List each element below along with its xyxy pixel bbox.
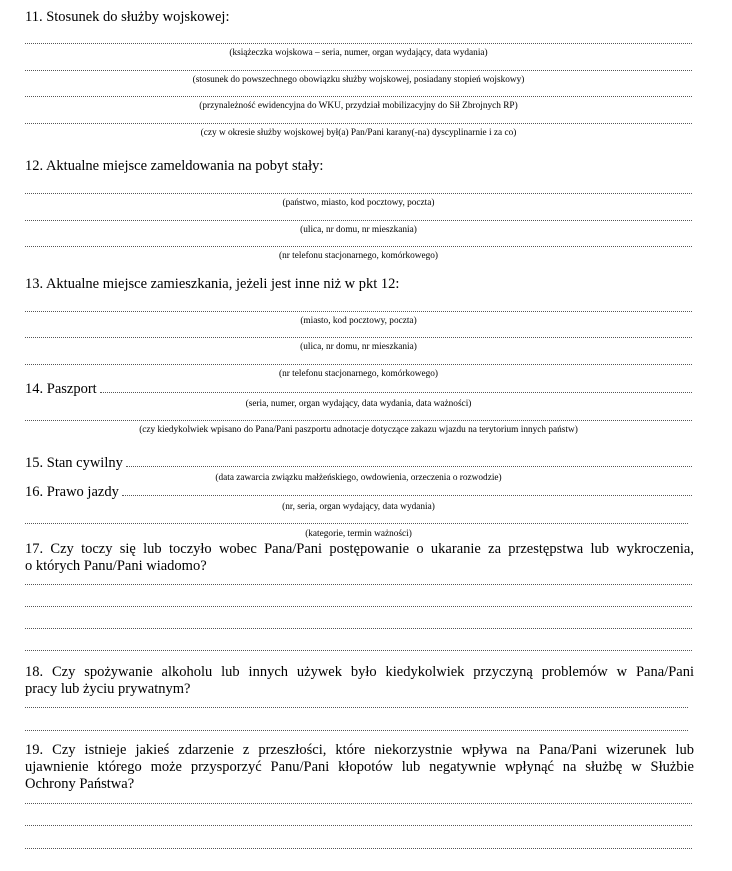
q17-line-2: o których Panu/Pani wiadomo?: [25, 558, 207, 574]
q18-answer-line-1[interactable]: [25, 707, 688, 708]
q19-line-1: 19. Czy istnieje jakieś zdarzenie z przeszłości, które niekorzystnie wpływa na Pana/Pani wizerunek lub: [25, 742, 694, 758]
q16-title: 16. Prawo jazdy: [25, 484, 119, 500]
q19-question: [25, 742, 694, 793]
q14-field-1[interactable]: [100, 382, 692, 393]
q19-line-2: ujawnienie którego może przysporzyć Panu/Pani kłopotów lub negatywnie wpłynąć na służbę w Służbie: [25, 759, 694, 775]
q12-caption-2: (ulica, nr domu, nr mieszkania): [300, 225, 417, 235]
q17-question: [25, 541, 694, 575]
q11-field-4[interactable]: [25, 123, 692, 124]
q13-caption-2: (ulica, nr domu, nr mieszkania): [300, 342, 417, 352]
q13-field-3[interactable]: [25, 364, 692, 365]
q11-field-3[interactable]: [25, 96, 692, 97]
q12-field-2[interactable]: [25, 220, 692, 221]
q17-answer-line-1[interactable]: [25, 584, 692, 585]
q13-field-2[interactable]: [25, 337, 692, 338]
q11-caption-3: (przynależność ewidencyjna do WKU, przydział mobilizacyjny do Sił Zbrojnych RP): [199, 101, 518, 111]
q18-answer-line-2[interactable]: [25, 730, 688, 731]
q17-answer-line-2[interactable]: [25, 606, 692, 607]
q14-title: 14. Paszport: [25, 381, 97, 397]
q16-row: [25, 484, 692, 501]
q15-title: 15. Stan cywilny: [25, 455, 123, 471]
q11-field-2[interactable]: [25, 70, 692, 71]
q16-caption-1: (nr, seria, organ wydający, data wydania): [282, 502, 435, 512]
q17-answer-line-4[interactable]: [25, 650, 692, 651]
q16-caption-2: (kategorie, termin ważności): [305, 529, 412, 539]
q14-caption-2: (czy kiedykolwiek wpisano do Pana/Pani paszportu adnotacje dotyczące zakazu wjazdu na terytorium innych państw): [139, 425, 578, 435]
q16-field-1[interactable]: [122, 485, 692, 496]
q12-caption-1: (państwo, miasto, kod pocztowy, poczta): [282, 198, 435, 208]
q13-field-1[interactable]: [25, 311, 692, 312]
q14-row: [25, 381, 692, 398]
q11-caption-2: (stosunek do powszechnego obowiązku służby wojskowej, posiadany stopień wojskowy): [192, 75, 525, 85]
q18-line-1: 18. Czy spożywanie alkoholu lub innych używek było kiedykolwiek przyczyną problemów w Pana/Pani: [25, 664, 694, 680]
q12-caption-3: (nr telefonu stacjonarnego, komórkowego): [278, 251, 439, 261]
q12-title: 12. Aktualne miejsce zameldowania na pobyt stały:: [25, 158, 324, 174]
q13-caption-1: (miasto, kod pocztowy, poczta): [300, 316, 417, 326]
q19-answer-line-2[interactable]: [25, 825, 692, 826]
q13-title: 13. Aktualne miejsce zamieszkania, jeżeli jest inne niż w pkt 12:: [25, 276, 400, 292]
q14-field-2[interactable]: [25, 420, 692, 421]
q15-row: [25, 455, 692, 472]
q14-caption-1: (seria, numer, organ wydający, data wydania, data ważności): [245, 399, 472, 409]
q15-field[interactable]: [126, 456, 692, 467]
q19-answer-line-3[interactable]: [25, 848, 692, 849]
q18-line-2: pracy lub życiu prywatnym?: [25, 681, 191, 697]
q11-caption-1: (książeczka wojskowa – seria, numer, organ wydający, data wydania): [229, 48, 488, 58]
q12-field-1[interactable]: [25, 193, 692, 194]
q18-question: [25, 664, 694, 698]
q17-line-1: 17. Czy toczy się lub toczyło wobec Pana/Pani postępowanie o ukaranie za przestępstwa lub wykroczenia,: [25, 541, 694, 557]
q11-field-1[interactable]: [25, 43, 692, 44]
q11-title: 11. Stosunek do służby wojskowej:: [25, 9, 230, 25]
q16-field-2[interactable]: [25, 523, 688, 524]
q13-caption-3: (nr telefonu stacjonarnego, komórkowego): [278, 369, 439, 379]
q15-caption: (data zawarcia związku małżeńskiego, owdowienia, orzeczenia o rozwodzie): [215, 473, 502, 483]
q19-line-3: Ochrony Państwa?: [25, 776, 135, 792]
q12-field-3[interactable]: [25, 246, 692, 247]
q19-answer-line-1[interactable]: [25, 803, 692, 804]
q11-caption-4: (czy w okresie służby wojskowej był(a) Pan/Pani karany(-na) dyscyplinarnie i za co): [200, 128, 517, 138]
q17-answer-line-3[interactable]: [25, 628, 692, 629]
